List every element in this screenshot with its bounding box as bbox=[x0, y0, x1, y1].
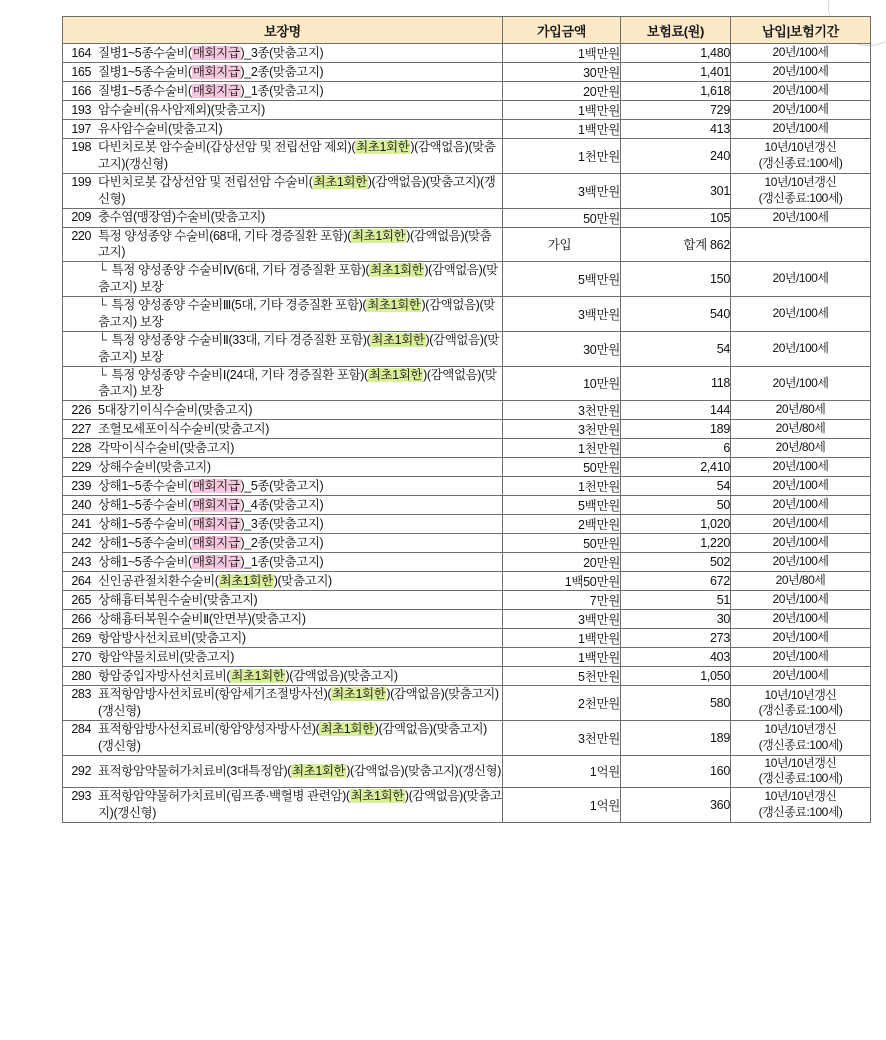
coverage-number: 226 bbox=[71, 402, 91, 417]
coverage-number: 209 bbox=[71, 210, 91, 225]
coverage-name-text: 상해1~5종수술비(매회지급)_3종(맞춤고지) bbox=[98, 516, 324, 531]
cell-payment-period: 20년/100세 bbox=[731, 534, 871, 553]
highlight-tag: 최초1회한 bbox=[356, 140, 410, 154]
cell-subscription-amount: 5백만원 bbox=[503, 496, 621, 515]
cell-payment-period: 10년/10년갱신 (갱신종료:100세) bbox=[731, 721, 871, 756]
cell-subscription-amount: 1천만원 bbox=[503, 139, 621, 174]
coverage-name-text: 표적항암방사선치료비(항암세기조절방사선)(최초1회한)(감액없음)(맞춤고지)(갱신형) bbox=[98, 687, 499, 719]
coverage-name-text: 상해1~5종수술비(매회지급)_2종(맞춤고지) bbox=[98, 535, 324, 550]
cell-subscription-amount: 1백만원 bbox=[503, 648, 621, 667]
coverage-number: 166 bbox=[71, 83, 91, 98]
coverage-number: 240 bbox=[71, 497, 91, 512]
table-row bbox=[63, 534, 871, 553]
coverage-number: 292 bbox=[71, 763, 91, 778]
cell-subscription-amount: 1억원 bbox=[503, 787, 621, 822]
cell-coverage-name bbox=[63, 496, 503, 515]
coverage-name-text: 충수염(맹장염)수술비(맞춤고지) bbox=[98, 210, 265, 225]
cell-premium: 105 bbox=[621, 208, 731, 227]
coverage-name-text: 질병1~5종수술비(매회지급)_3종(맞춤고지) bbox=[98, 45, 324, 60]
table-row bbox=[63, 572, 871, 591]
cell-premium: 413 bbox=[621, 120, 731, 139]
cell-coverage-name bbox=[63, 63, 503, 82]
cell-coverage-name bbox=[63, 648, 503, 667]
table-row bbox=[63, 591, 871, 610]
highlight-tag: 최초1회한 bbox=[367, 298, 421, 312]
cell-coverage-name bbox=[63, 101, 503, 120]
cell-coverage-name bbox=[63, 366, 503, 401]
cell-subscription-amount: 1천만원 bbox=[503, 477, 621, 496]
highlight-tag: 최초1회한 bbox=[350, 788, 404, 803]
cell-premium: 301 bbox=[621, 173, 731, 208]
cell-subscription-amount: 2백만원 bbox=[503, 515, 621, 534]
cell-payment-period: 20년/80세 bbox=[731, 401, 871, 420]
coverage-table bbox=[62, 16, 871, 823]
cell-payment-period: 20년/100세 bbox=[731, 44, 871, 63]
cell-premium: 240 bbox=[621, 139, 731, 174]
cell-premium: 51 bbox=[621, 591, 731, 610]
coverage-name-text: 신인공관절치환수술비(최초1회한)(맞춤고지) bbox=[98, 573, 332, 588]
cell-premium: 144 bbox=[621, 401, 731, 420]
table-row bbox=[63, 439, 871, 458]
table-row bbox=[63, 63, 871, 82]
cell-subscription-amount: 3천만원 bbox=[503, 401, 621, 420]
cell-subscription-amount: 20만원 bbox=[503, 553, 621, 572]
cell-premium: 1,480 bbox=[621, 44, 731, 63]
cell-coverage-name bbox=[63, 686, 503, 721]
highlight-tag: 최초1회한 bbox=[371, 332, 425, 347]
highlight-tag: 최초1회한 bbox=[231, 668, 285, 683]
table-row bbox=[63, 629, 871, 648]
highlight-tag: 매회지급 bbox=[192, 535, 240, 550]
table-row bbox=[63, 787, 871, 822]
coverage-name-text: 표적항암약물허가치료비(림프종·백혈병 관련암)(최초1회한)(감액없음)(맞춤고지)(갱신형) bbox=[98, 788, 502, 820]
coverage-name-text: 질병1~5종수술비(매회지급)_1종(맞춤고지) bbox=[98, 83, 324, 98]
sub-item-marker: └ bbox=[98, 332, 110, 347]
cell-subscription-amount: 30만원 bbox=[503, 331, 621, 366]
cell-subscription-amount: 1억원 bbox=[503, 755, 621, 787]
coverage-name-text: 다빈치로봇 암수술비(갑상선암 및 전립선암 제외)(최초1회한)(감액없음)(맞춤고지)(갱신형) bbox=[98, 140, 496, 171]
cell-coverage-name bbox=[63, 755, 503, 787]
table-row bbox=[63, 401, 871, 420]
cell-coverage-name bbox=[63, 331, 503, 366]
coverage-number: 228 bbox=[71, 440, 91, 455]
cell-coverage-name bbox=[63, 610, 503, 629]
table-row bbox=[63, 208, 871, 227]
table-row bbox=[63, 44, 871, 63]
cell-coverage-name bbox=[63, 420, 503, 439]
coverage-number: 229 bbox=[71, 459, 91, 474]
cell-premium: 360 bbox=[621, 787, 731, 822]
cell-premium: 189 bbox=[621, 420, 731, 439]
coverage-number: 270 bbox=[71, 649, 91, 664]
cell-premium: 160 bbox=[621, 755, 731, 787]
table-row bbox=[63, 648, 871, 667]
cell-payment-period: 20년/100세 bbox=[731, 101, 871, 120]
coverage-number: 239 bbox=[71, 478, 91, 493]
table-row bbox=[63, 420, 871, 439]
cell-coverage-name bbox=[63, 208, 503, 227]
cell-payment-period: 20년/100세 bbox=[731, 667, 871, 686]
sub-item-marker: └ bbox=[98, 298, 110, 312]
cell-coverage-name bbox=[63, 721, 503, 756]
coverage-number: 243 bbox=[71, 554, 91, 569]
cell-premium: 672 bbox=[621, 572, 731, 591]
cell-payment-period bbox=[731, 227, 871, 262]
highlight-tag: 매회지급 bbox=[192, 478, 240, 493]
cell-premium: 2,410 bbox=[621, 458, 731, 477]
cell-premium: 502 bbox=[621, 553, 731, 572]
highlight-tag: 매회지급 bbox=[192, 45, 240, 60]
coverage-name-text: └ 특정 양성종양 수술비Ⅲ(5대, 기타 경증질환 포함)(최초1회한)(감액없음)(맞춤고지) 보장 bbox=[98, 298, 495, 329]
coverage-name-text: 상해1~5종수술비(매회지급)_1종(맞춤고지) bbox=[98, 554, 324, 569]
cell-coverage-name bbox=[63, 439, 503, 458]
sub-item-marker: └ bbox=[98, 367, 110, 382]
cell-premium: 189 bbox=[621, 721, 731, 756]
cell-premium: 54 bbox=[621, 331, 731, 366]
table-row bbox=[63, 173, 871, 208]
coverage-number: 242 bbox=[71, 535, 91, 550]
cell-coverage-name bbox=[63, 44, 503, 63]
coverage-number: 220 bbox=[71, 228, 91, 243]
highlight-tag: 최초1회한 bbox=[313, 174, 367, 189]
coverage-name-text: 항암약물치료비(맞춤고지) bbox=[98, 649, 234, 664]
table-row bbox=[63, 262, 871, 297]
cell-premium: 30 bbox=[621, 610, 731, 629]
highlight-tag: 최초1회한 bbox=[320, 722, 374, 736]
coverage-number: 266 bbox=[71, 611, 91, 626]
highlight-tag: 매회지급 bbox=[192, 516, 240, 531]
header-premium: 보험료(원) bbox=[621, 17, 731, 44]
cell-subscription-amount: 1백50만원 bbox=[503, 572, 621, 591]
table-body bbox=[63, 44, 871, 823]
cell-premium: 729 bbox=[621, 101, 731, 120]
table-row bbox=[63, 366, 871, 401]
table-row bbox=[63, 610, 871, 629]
coverage-name-text: 항암방사선치료비(맞춤고지) bbox=[98, 630, 246, 645]
cell-subscription-amount: 20만원 bbox=[503, 82, 621, 101]
coverage-name-text: 유사암수술비(맞춤고지) bbox=[98, 121, 223, 136]
cell-payment-period: 20년/100세 bbox=[731, 297, 871, 332]
cell-coverage-name bbox=[63, 227, 503, 262]
cell-subscription-amount: 50만원 bbox=[503, 208, 621, 227]
cell-payment-period: 20년/100세 bbox=[731, 262, 871, 297]
cell-subscription-amount: 1천만원 bbox=[503, 439, 621, 458]
cell-payment-period: 20년/100세 bbox=[731, 458, 871, 477]
cell-payment-period: 20년/80세 bbox=[731, 572, 871, 591]
highlight-tag: 매회지급 bbox=[192, 64, 240, 79]
coverage-name-text: 상해1~5종수술비(매회지급)_4종(맞춤고지) bbox=[98, 497, 324, 512]
cell-payment-period: 10년/10년갱신 (갱신종료:100세) bbox=[731, 787, 871, 822]
cell-payment-period: 20년/100세 bbox=[731, 648, 871, 667]
table-header-row bbox=[63, 17, 871, 44]
cell-payment-period: 20년/80세 bbox=[731, 439, 871, 458]
cell-subscription-amount: 50만원 bbox=[503, 458, 621, 477]
table-row bbox=[63, 331, 871, 366]
cell-subscription-amount: 2천만원 bbox=[503, 686, 621, 721]
cell-subscription-amount: 1백만원 bbox=[503, 101, 621, 120]
cell-payment-period: 10년/10년갱신 (갱신종료:100세) bbox=[731, 755, 871, 787]
cell-payment-period: 20년/100세 bbox=[731, 82, 871, 101]
cell-subscription-amount: 30만원 bbox=[503, 63, 621, 82]
coverage-name-text: └ 특정 양성종양 수술비Ⅰ(24대, 기타 경증질환 포함)(최초1회한)(감액없음)(맞춤고지) 보장 bbox=[98, 367, 497, 399]
coverage-number: 280 bbox=[71, 668, 91, 683]
cell-payment-period: 20년/100세 bbox=[731, 591, 871, 610]
cell-payment-period: 20년/100세 bbox=[731, 63, 871, 82]
highlight-tag: 최초1회한 bbox=[291, 763, 346, 778]
highlight-tag: 최초1회한 bbox=[351, 228, 406, 243]
coverage-number: 165 bbox=[71, 64, 91, 79]
cell-subscription-amount: 10만원 bbox=[503, 366, 621, 401]
cell-premium: 1,220 bbox=[621, 534, 731, 553]
table-row bbox=[63, 721, 871, 756]
cell-premium: 1,401 bbox=[621, 63, 731, 82]
highlight-tag: 최초1회한 bbox=[219, 573, 273, 588]
coverage-name-text: 다빈치로봇 갑상선암 및 전립선암 수술비(최초1회한)(감액없음)(맞춤고지)(갱신형) bbox=[98, 174, 496, 206]
coverage-name-text: 조혈모세포이식수술비(맞춤고지) bbox=[98, 421, 269, 436]
coverage-name-text: 상해1~5종수술비(매회지급)_5종(맞춤고지) bbox=[98, 478, 324, 493]
coverage-name-text: 상해흉터복원수술비(맞춤고지) bbox=[98, 592, 258, 607]
coverage-number: 198 bbox=[71, 140, 91, 154]
header-payment-period: 납입|보험기간 bbox=[731, 17, 871, 44]
cell-payment-period: 20년/100세 bbox=[731, 610, 871, 629]
cell-coverage-name bbox=[63, 120, 503, 139]
cell-subscription-amount: 7만원 bbox=[503, 591, 621, 610]
cell-subscription-amount: 3백만원 bbox=[503, 297, 621, 332]
cell-payment-period: 20년/100세 bbox=[731, 496, 871, 515]
coverage-name-text: 항암중입자방사선치료비(최초1회한)(감액없음)(맞춤고지) bbox=[98, 668, 398, 683]
highlight-tag: 최초1회한 bbox=[332, 687, 386, 702]
cell-premium: 합계 862 bbox=[621, 227, 731, 262]
coverage-number: 164 bbox=[71, 45, 91, 60]
table-row bbox=[63, 101, 871, 120]
table-row bbox=[63, 496, 871, 515]
coverage-name-text: 각막이식수술비(맞춤고지) bbox=[98, 440, 234, 455]
cell-coverage-name bbox=[63, 515, 503, 534]
table-row bbox=[63, 120, 871, 139]
cell-subscription-amount: 3천만원 bbox=[503, 721, 621, 756]
cell-payment-period: 10년/10년갱신 (갱신종료:100세) bbox=[731, 139, 871, 174]
cell-premium: 150 bbox=[621, 262, 731, 297]
cell-coverage-name bbox=[63, 82, 503, 101]
highlight-tag: 매회지급 bbox=[192, 554, 240, 569]
cell-coverage-name bbox=[63, 787, 503, 822]
coverage-name-text: └ 특정 양성종양 수술비Ⅱ(33대, 기타 경증질환 포함)(최초1회한)(감액없음)(맞춤고지) 보장 bbox=[98, 332, 499, 364]
coverage-name-text: 표적항암방사선치료비(항암양성자방사선)(최초1회한)(감액없음)(맞춤고지)(갱신형) bbox=[98, 722, 487, 753]
cell-payment-period: 20년/100세 bbox=[731, 477, 871, 496]
table-row bbox=[63, 82, 871, 101]
cell-subscription-amount: 가입 bbox=[503, 227, 621, 262]
coverage-name-text: 특정 양성종양 수술비(68대, 기타 경증질환 포함)(최초1회한)(감액없음)(맞춤고지) bbox=[98, 228, 492, 260]
cell-payment-period: 20년/100세 bbox=[731, 553, 871, 572]
cell-payment-period: 20년/100세 bbox=[731, 515, 871, 534]
cell-payment-period: 20년/100세 bbox=[731, 120, 871, 139]
cell-coverage-name bbox=[63, 173, 503, 208]
cell-payment-period: 20년/100세 bbox=[731, 208, 871, 227]
coverage-name-text: 상해수술비(맞춤고지) bbox=[98, 459, 211, 474]
highlight-tag: 최초1회한 bbox=[368, 367, 423, 382]
cell-coverage-name bbox=[63, 553, 503, 572]
table-row bbox=[63, 686, 871, 721]
cell-premium: 1,020 bbox=[621, 515, 731, 534]
cell-premium: 6 bbox=[621, 439, 731, 458]
cell-coverage-name bbox=[63, 629, 503, 648]
header-coverage-name: 보장명 bbox=[63, 17, 503, 44]
coverage-number: 241 bbox=[71, 516, 91, 531]
cell-payment-period: 20년/80세 bbox=[731, 420, 871, 439]
table-row bbox=[63, 297, 871, 332]
cell-premium: 54 bbox=[621, 477, 731, 496]
cell-coverage-name bbox=[63, 667, 503, 686]
cell-premium: 580 bbox=[621, 686, 731, 721]
cell-premium: 403 bbox=[621, 648, 731, 667]
coverage-number: 283 bbox=[71, 687, 91, 702]
coverage-name-text: 상해흉터복원수술비Ⅱ(안면부)(맞춤고지) bbox=[98, 611, 306, 626]
cell-subscription-amount: 1백만원 bbox=[503, 44, 621, 63]
table-row bbox=[63, 515, 871, 534]
cell-subscription-amount: 5천만원 bbox=[503, 667, 621, 686]
cell-subscription-amount: 3백만원 bbox=[503, 610, 621, 629]
coverage-number: 199 bbox=[71, 174, 91, 189]
cell-payment-period: 20년/100세 bbox=[731, 629, 871, 648]
cell-premium: 540 bbox=[621, 297, 731, 332]
cell-premium: 118 bbox=[621, 366, 731, 401]
cell-coverage-name bbox=[63, 139, 503, 174]
cell-subscription-amount: 5백만원 bbox=[503, 262, 621, 297]
cell-payment-period: 10년/10년갱신 (갱신종료:100세) bbox=[731, 686, 871, 721]
highlight-tag: 매회지급 bbox=[192, 83, 240, 98]
coverage-name-text: └ 특정 양성종양 수술비Ⅳ(6대, 기타 경증질환 포함)(최초1회한)(감액없음)(맞춤고지) 보장 bbox=[98, 263, 498, 295]
cell-subscription-amount: 1백만원 bbox=[503, 629, 621, 648]
sub-item-marker: └ bbox=[98, 263, 110, 278]
cell-premium: 50 bbox=[621, 496, 731, 515]
cell-premium: 1,050 bbox=[621, 667, 731, 686]
header-subscription-amount: 가입금액 bbox=[503, 17, 621, 44]
cell-coverage-name bbox=[63, 458, 503, 477]
table-row bbox=[63, 477, 871, 496]
cell-subscription-amount: 50만원 bbox=[503, 534, 621, 553]
table-row bbox=[63, 227, 871, 262]
highlight-tag: 최초1회한 bbox=[370, 263, 424, 278]
cell-coverage-name bbox=[63, 262, 503, 297]
table-row bbox=[63, 667, 871, 686]
coverage-name-text: 5대장기이식수술비(맞춤고지) bbox=[98, 402, 253, 417]
cell-payment-period: 20년/100세 bbox=[731, 366, 871, 401]
coverage-number: 227 bbox=[71, 421, 91, 436]
cell-subscription-amount: 1백만원 bbox=[503, 120, 621, 139]
table-row bbox=[63, 458, 871, 477]
table-row bbox=[63, 755, 871, 787]
coverage-number: 284 bbox=[71, 722, 91, 736]
coverage-number: 269 bbox=[71, 630, 91, 645]
coverage-number: 293 bbox=[71, 788, 91, 803]
table-row bbox=[63, 139, 871, 174]
coverage-number: 193 bbox=[71, 102, 91, 117]
cell-payment-period: 10년/10년갱신 (갱신종료:100세) bbox=[731, 173, 871, 208]
cell-payment-period: 20년/100세 bbox=[731, 331, 871, 366]
cell-coverage-name bbox=[63, 572, 503, 591]
coverage-number: 197 bbox=[71, 121, 91, 136]
coverage-name-text: 암수술비(유사암제외)(맞춤고지) bbox=[98, 102, 265, 117]
coverage-number: 264 bbox=[71, 573, 91, 588]
highlight-tag: 매회지급 bbox=[192, 497, 240, 512]
cell-premium: 1,618 bbox=[621, 82, 731, 101]
coverage-number: 265 bbox=[71, 592, 91, 607]
cell-subscription-amount: 3천만원 bbox=[503, 420, 621, 439]
cell-premium: 273 bbox=[621, 629, 731, 648]
cell-coverage-name bbox=[63, 477, 503, 496]
table-row bbox=[63, 553, 871, 572]
cell-coverage-name bbox=[63, 297, 503, 332]
cell-coverage-name bbox=[63, 401, 503, 420]
coverage-name-text: 표적항암약물허가치료비(3대특정암)(최초1회한)(감액없음)(맞춤고지)(갱신형) bbox=[98, 763, 501, 778]
cell-coverage-name bbox=[63, 534, 503, 553]
cell-subscription-amount: 3백만원 bbox=[503, 173, 621, 208]
coverage-name-text: 질병1~5종수술비(매회지급)_2종(맞춤고지) bbox=[98, 64, 324, 79]
cell-coverage-name bbox=[63, 591, 503, 610]
